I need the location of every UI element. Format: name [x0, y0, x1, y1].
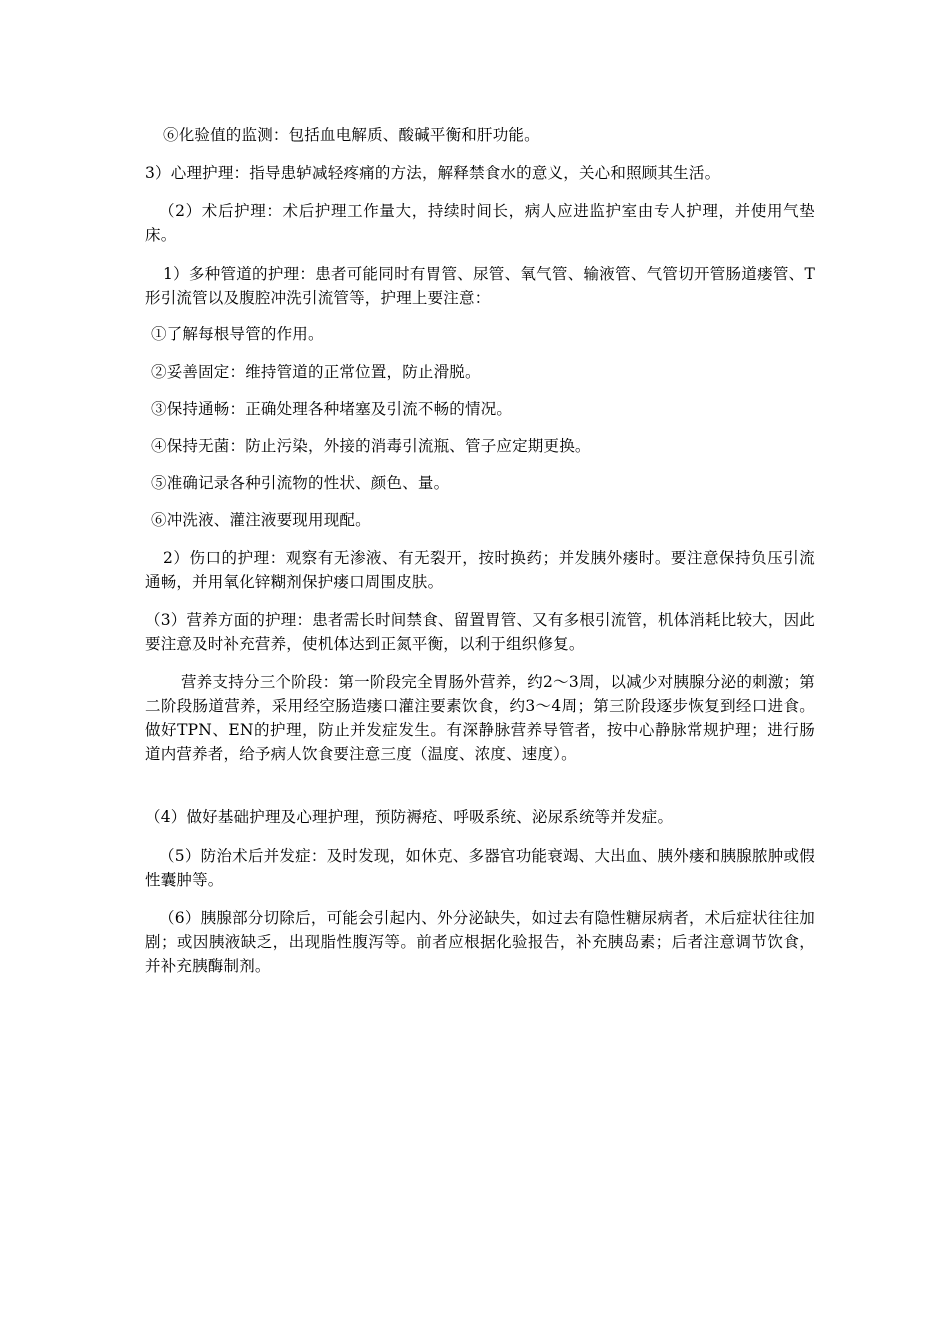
paragraph-basic-care: （4）做好基础护理及心理护理，预防褥疮、呼吸系统、泌尿系统等并发症。 [145, 808, 674, 826]
list-item-tube-1: ①了解每根导管的作用。 [151, 325, 324, 343]
paragraph-wound-care: 2）伤口的护理：观察有无渗液、有无裂开，按时换药；并发胰外瘘时。要注意保持负压引流通畅，并用氧化锌糊剂保护瘘口周围皮肤。 [145, 549, 815, 591]
paragraph-pancreatectomy: （6）胰腺部分切除后，可能会引起内、外分泌缺失，如过去有隐性糖尿病者，术后症状往往加剧；或因胰液缺乏，出现脂性腹泻等。前者应根据化验报告，补充胰岛素；后者注意调节饮食，并补充胰酶制剂。 [145, 909, 815, 975]
list-item-tube-2: ②妥善固定：维持管道的正常位置，防止滑脱。 [151, 363, 481, 381]
paragraph-nutrition-stages: 营养支持分三个阶段：第一阶段完全胃肠外营养，约2～3周，以减少对胰腺分泌的刺激；第二阶段肠道营养，采用经空肠造瘘口灌注要素饮食，约3～4周；第三阶段逐步恢复到经口进食。做好TPN、EN的护理，防止并发症发生。有深静脉营养导管者，按中心静脉常规护理；进行肠道内营养者，给予病人饮食要注意三度（温度、浓度、速度）。 [145, 673, 815, 763]
paragraph-lab-monitoring: ⑥化验值的监测：包括血电解质、酸碱平衡和肝功能。 [163, 126, 540, 144]
paragraph-postoperative-care: （2）术后护理：术后护理工作量大，持续时间长，病人应进监护室由专人护理，并使用气垫床。 [145, 202, 815, 244]
paragraph-complications: （5）防治术后并发症：及时发现，如休克、多器官功能衰竭、大出血、胰外瘘和胰腺脓肿或假性囊肿等。 [145, 847, 815, 889]
list-item-tube-5: ⑤准确记录各种引流物的性状、颜色、量。 [151, 474, 450, 492]
paragraph-tube-care: 1）多种管道的护理：患者可能同时有胃管、尿管、氧气管、输液管、气管切开管肠道瘘管、T形引流管以及腹腔冲洗引流管等，护理上要注意： [145, 265, 815, 307]
list-item-tube-6: ⑥冲洗液、灌注液要现用现配。 [151, 511, 371, 529]
list-item-tube-4: ④保持无菌：防止污染，外接的消毒引流瓶、管子应定期更换。 [151, 437, 591, 455]
paragraph-psychological-care: 3）心理护理：指导患轳减轻疼痛的方法，解释禁食水的意义，关心和照顾其生活。 [145, 164, 721, 182]
paragraph-nutrition-care: （3）营养方面的护理：患者需长时间禁食、留置胃管、又有多根引流管，机体消耗比较大，因此要注意及时补充营养，使机体达到正氮平衡，以利于组织修复。 [145, 611, 815, 653]
list-item-tube-3: ③保持通畅：正确处理各种堵塞及引流不畅的情况。 [151, 400, 513, 418]
